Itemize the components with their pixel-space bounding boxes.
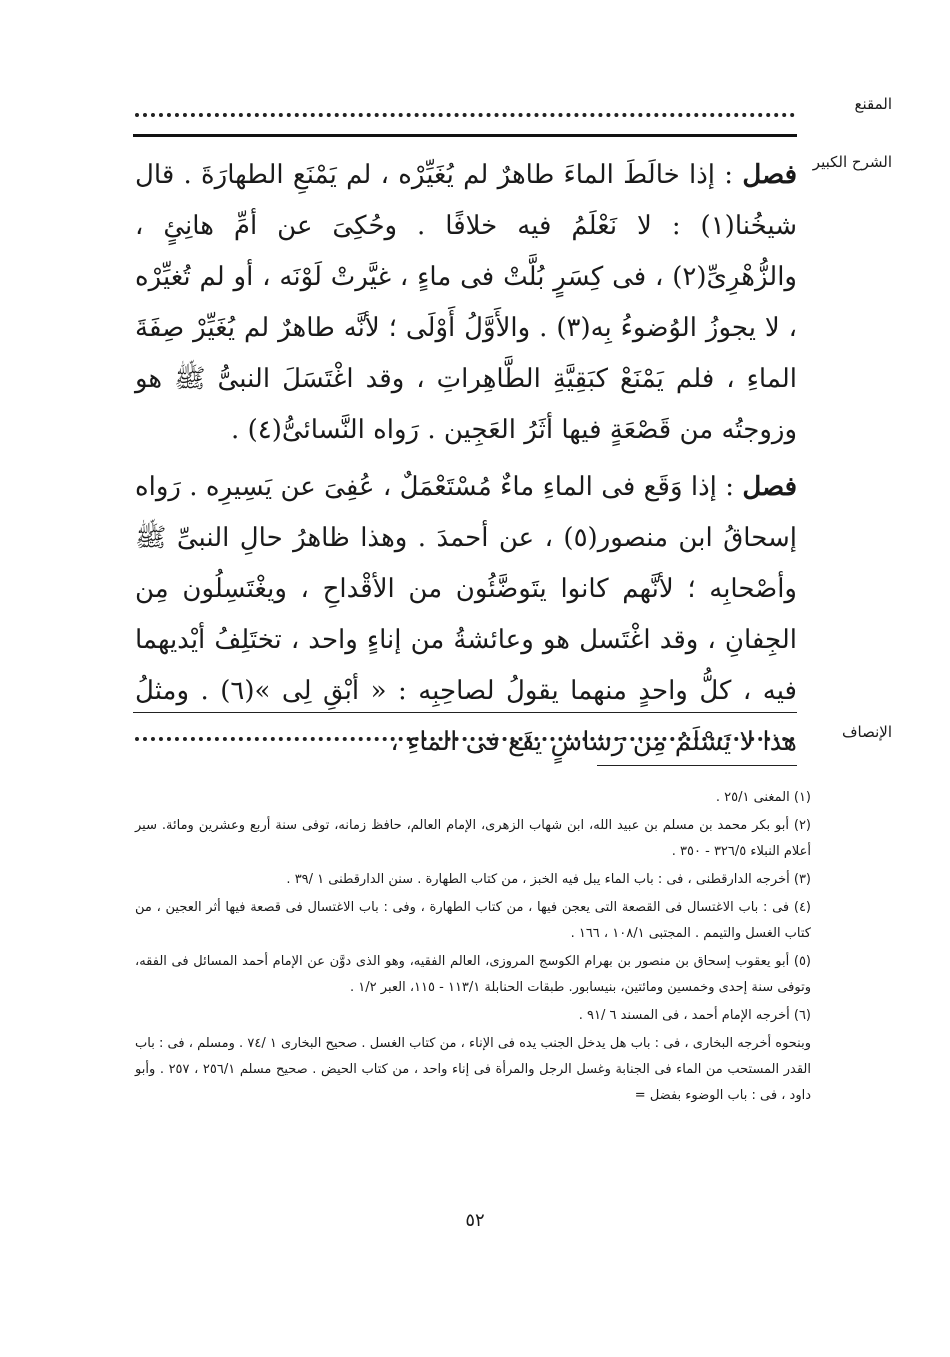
paragraph-1	[135, 150, 797, 456]
paragraph-2-text: : إذا وَقَع فى الماءِ ماءٌ مُسْتَعْمَلٌ ، عُفِىَ عن يَسِيرِه . رَواه إسحاقُ ابن منصور(٥) ، عن أحمدَ . وهذا ظاهرُ حالِ النبىِّ ﷺ وأصْحابِه ؛ لأنَّهم كانوا يتَوضَّئُون من الأقْداحِ ، ويغْتَسِلُون مِن الجِفانِ ، وقد اغْتَسل هو وعائشةُ من إناءٍ واحد ، تختَلِفُ أيْديهما فيه ، كلُّ واحدٍ منهما يقولُ لصاحِبِه : « أبْقِ لِى »(٦) . ومثلُ هذا لا يَسْلَمُ مِن رَشاشٍ يقَع فى الماءِ ،	[135, 472, 797, 757]
footnote-5: (٥) أبو يعقوب إسحاق بن منصور بن بهرام الكوسج المروزى، العالم الفقيه، وهو الذى دوَّن عن الإمام أحمد المسائل فى الفقه، وتوفى سنة إحدى وخمسين ومائتين، بنيسابور. طبقات الحنابلة ١١٣/١ - ١١٥، العبر ١/٢ .	[135, 954, 811, 995]
footnote-6: (٦) أخرجه الإمام أحمد ، فى المسند ٦ /٩١ .	[578, 1008, 811, 1023]
page-number: ٥٢	[465, 1210, 485, 1231]
paragraph-2-lead: فصل	[742, 472, 798, 502]
footnote-separator	[597, 765, 797, 766]
footnote-1: (١) المغنى ٢٥/١ .	[715, 790, 811, 805]
side-label-sharh: الشرح الكبير	[812, 153, 892, 171]
header-label-muqni: المقنع	[854, 95, 892, 113]
paragraph-1-text: : إذا خالَطَ الماءَ طاهرٌ لم يُغَيِّرْه ، لم يَمْنَعِ الطهارَةَ . قال شيخُنا(١) : لا نَعْلَمُ فيه خلافًا . وحُكِىَ عن أمِّ هانِئٍ ، والزُّهْرِىِّ(٢) ، فى كِسَرٍ بُلَّتْ فى ماءٍ ، غيَّرتْ لَوْنَه ، أو لم تُغيِّرْه ، لا يجوزُ الوُضوءُ بِه(٣) . والأَوَّلُ أَوْلَى ؛ لأنَّه طاهرٌ لم يُغَيِّرْ صِفَةَ الماءِ ، فلم يَمْنَعْ كبَقِيَّةِ الطَّاهِراتِ ، وقد اغْتَسَلَ النبىُّ ﷺ هو وزوجتُه من قَصْعَةٍ فيها أثَرُ العَجِين . رَواه النَّسائىُّ(٤) .	[135, 160, 797, 445]
paragraph-1-lead: فصل	[742, 160, 797, 190]
footnote-6-continued: وبنحوه أخرجه البخارى ، فى : باب هل يدخل الجنب يده فى الإناء ، من كتاب الغسل . صحيح البخارى ١ /٧٤ . ومسلم ، فى : باب القدر المستحب من الماء فى الجنابة وغسل الرجل والمرأة فى إناء واحد ، من كتاب الحيض . صحيح مسلم ٢٥٦/١ ، ٢٥٧ . وأبو داود ، فى : باب الوضوء بفضل =	[135, 1036, 811, 1103]
header-solid-rule	[133, 134, 797, 137]
footnote-4: (٤) فى : باب الاغتسال فى القصعة التى يعجن فيها ، من كتاب الطهارة ، وفى : باب الاغتسال فى قصعة فيها أثر العجين ، من كتاب الغسل والتيمم . المجتبى ١٠٨/١ ، ١٦٦ .	[135, 900, 811, 941]
footnotes	[135, 785, 811, 1111]
header-dotted-rule	[135, 113, 795, 117]
paragraph-2	[135, 462, 797, 768]
main-bottom-rule	[133, 712, 797, 713]
insaf-dotted-rule	[135, 737, 795, 741]
main-text-block	[135, 150, 797, 768]
footnote-2: (٢) أبو بكر محمد بن مسلم بن عبيد الله، ابن شهاب الزهرى، الإمام العالم، حافظ زمانه، توفى سنة أربع وعشرين ومائة. سير أعلام النبلاء ٣٢٦/٥ - ٣٥٠ .	[135, 818, 811, 859]
footnote-3: (٣) أخرجه الدارقطنى ، فى : باب الماء يبل فيه الخبز ، من كتاب الطهارة . سنن الدارقطنى ١ /٣٩ .	[286, 872, 811, 887]
side-label-insaf: الإنصاف	[841, 723, 892, 741]
